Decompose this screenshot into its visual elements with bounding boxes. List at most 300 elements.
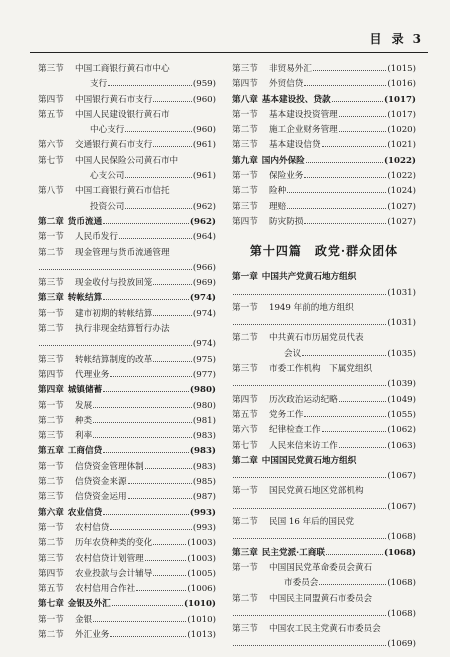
- entry-title: 信贷资金管理体制: [75, 461, 144, 472]
- toc-entry: [232, 484, 416, 499]
- leader-dots: [93, 614, 186, 622]
- toc-entry: [38, 475, 216, 490]
- page-number: 3: [412, 32, 424, 46]
- section-number: 第六节: [38, 140, 64, 151]
- section-number: 第二节: [38, 477, 64, 488]
- section-number: 第三节: [38, 553, 64, 564]
- page-ref: (993): [192, 522, 216, 533]
- entry-title: 中国国民党革命委员会黄石: [269, 562, 373, 573]
- toc-entry: [38, 169, 216, 184]
- section-number: 第二节: [232, 593, 258, 604]
- toc-entry: [232, 561, 416, 576]
- section-number: 第七节: [232, 440, 258, 451]
- leader-dots: [93, 415, 192, 423]
- page-ref: (974): [189, 293, 216, 304]
- page-ref: (1022): [387, 171, 416, 182]
- entry-title: 历次政治运动纪略: [269, 394, 338, 405]
- page-ref: (1062): [387, 425, 416, 436]
- entry-title: 民主党派·工商联: [261, 547, 325, 558]
- toc-entry: [38, 582, 216, 597]
- leader-dots: [103, 292, 189, 300]
- leader-dots: [233, 317, 386, 325]
- page-ref: (1017): [383, 94, 416, 105]
- leader-dots: [233, 638, 386, 646]
- page-ref: (983): [192, 461, 216, 472]
- toc-entry: [38, 613, 216, 628]
- section-number: 第二章: [232, 455, 258, 466]
- section-number: 第七章: [38, 599, 64, 610]
- toc-left-column: [38, 62, 216, 643]
- page-ref: (1024): [387, 186, 416, 197]
- toc-entry: [38, 414, 216, 429]
- header-label: 目 录: [369, 32, 407, 46]
- section-number: 第二节: [232, 333, 258, 344]
- entry-title: 中共黄石市历届党员代表: [269, 333, 364, 344]
- entry-title: 中国农工民主党黄石市委员会: [269, 624, 381, 635]
- toc-entry: [38, 552, 216, 567]
- toc-entry: [38, 307, 216, 322]
- leader-dots: [319, 577, 386, 585]
- section-number: 第三章: [232, 547, 258, 558]
- leader-dots: [339, 109, 387, 117]
- entry-title: 险种: [269, 186, 287, 197]
- section-number: 第二节: [38, 538, 64, 549]
- entry-title: 农业信贷: [67, 507, 103, 518]
- leader-dots: [304, 170, 386, 178]
- page-ref: (985): [192, 477, 216, 488]
- toc-chapter-entry: [232, 154, 416, 169]
- entry-title: 国内外保险: [261, 155, 305, 166]
- leader-dots: [322, 424, 387, 432]
- section-number: 第三节: [232, 364, 258, 375]
- toc-entry: [38, 399, 216, 414]
- page-ref: (961): [192, 171, 216, 182]
- leader-dots: [313, 63, 386, 71]
- page-ref: (1010): [187, 614, 216, 625]
- toc-entry: [38, 200, 216, 215]
- entry-title: 农业投款与会计辅导: [75, 568, 153, 579]
- section-number: 第一节: [38, 232, 64, 243]
- page-ref: (1067): [387, 501, 416, 512]
- page-ref: (993): [189, 507, 216, 518]
- leader-dots: [326, 547, 383, 555]
- toc-right-column: [232, 62, 416, 653]
- page-ref: (962): [189, 216, 216, 227]
- entry-title: 党务工作: [269, 409, 304, 420]
- toc-entry: [232, 169, 416, 184]
- section-number: 第三节: [232, 624, 258, 635]
- leader-dots: [39, 338, 192, 346]
- entry-title: 中国民主同盟黄石市委员会: [269, 593, 373, 604]
- entry-title: 外汇业务: [75, 629, 110, 640]
- toc-entry: [232, 301, 416, 316]
- section-number: 第四节: [232, 216, 258, 227]
- leader-dots: [153, 277, 192, 285]
- toc-entry: [232, 108, 416, 123]
- section-number: 第七节: [38, 155, 64, 166]
- toc-entry: [38, 184, 216, 199]
- entry-title: 人民来信来访工作: [269, 440, 338, 451]
- toc-chapter-entry: [38, 215, 216, 230]
- toc-entry: [38, 429, 216, 444]
- page-ref: (1035): [387, 348, 416, 359]
- leader-dots: [103, 216, 189, 224]
- toc-entry: [232, 123, 416, 138]
- toc-chapter-entry: [38, 597, 216, 612]
- entry-title: 中国工商银行黄石市中心: [75, 64, 170, 74]
- leader-dots: [233, 608, 386, 616]
- leader-dots: [119, 231, 192, 239]
- section-number: 第四节: [38, 568, 64, 579]
- toc-entry: [38, 62, 216, 77]
- entry-title: 市委工作机构 下属党组织: [269, 364, 373, 375]
- toc-entry: [232, 393, 416, 408]
- page-ref: (964): [192, 232, 216, 243]
- entry-title: 防灾防损: [269, 216, 304, 227]
- page-ref: (1068): [387, 532, 416, 543]
- page-ref: (1068): [383, 547, 416, 558]
- entry-title: 交通银行黄石市支行: [75, 140, 153, 151]
- page-ref: (1003): [187, 553, 216, 564]
- page-ref: (980): [192, 400, 216, 411]
- toc-entry: [38, 490, 216, 505]
- page-ref: (969): [192, 278, 216, 289]
- page-ref: (1021): [387, 140, 416, 151]
- leader-dots: [125, 201, 192, 209]
- page-ref: (1063): [387, 440, 416, 451]
- leader-dots: [145, 461, 192, 469]
- entry-title: 信贷资金来源: [75, 477, 127, 488]
- entry-title: 中国工商银行黄石市信托: [75, 186, 170, 197]
- section-number: 第二节: [38, 247, 64, 258]
- entry-title: 利率: [75, 431, 93, 442]
- section-number: 第九章: [232, 155, 258, 166]
- entry-title: 中国人民保险公司黄石市中: [75, 155, 179, 166]
- toc-entry: [232, 347, 416, 362]
- page-ref: (1016): [387, 79, 416, 90]
- section-number: 第四节: [38, 94, 64, 105]
- section-number: 第一节: [38, 522, 64, 533]
- page-ref: (961): [192, 140, 216, 151]
- section-number: 第二节: [38, 415, 64, 426]
- page-header: [369, 30, 424, 47]
- entry-title: 基本建设投、贷款: [261, 94, 331, 105]
- entry-title: 城镇储蓄: [67, 385, 103, 396]
- page-ref: (1005): [187, 568, 216, 579]
- section-number: 第二章: [38, 216, 64, 227]
- page-ref: (1039): [387, 379, 416, 390]
- section-number: 第二节: [38, 324, 64, 335]
- page-ref: (959): [192, 79, 216, 90]
- section-number: 第三节: [232, 64, 258, 74]
- toc-chapter-entry: [232, 454, 416, 469]
- entry-title: 中心支行: [90, 125, 125, 136]
- leader-dots: [108, 78, 192, 86]
- toc-entry: [38, 322, 216, 337]
- section-number: 第一节: [232, 302, 258, 313]
- section-number: 第一节: [38, 614, 64, 625]
- page-ref: (975): [192, 354, 216, 365]
- section-number: 第二节: [232, 125, 258, 136]
- entry-title: 非贸易外汇: [269, 64, 312, 74]
- section-number: 第八章: [232, 94, 258, 105]
- entry-title: 信贷资金运用: [75, 492, 127, 503]
- leader-dots: [287, 201, 386, 209]
- entry-title: 基本建设信贷: [269, 140, 321, 151]
- entry-title: 外贸信贷: [269, 79, 304, 90]
- page-ref: (980): [189, 385, 216, 396]
- entry-title: 投资公司: [90, 201, 125, 212]
- section-number: 第六章: [38, 507, 64, 518]
- toc-entry: [232, 408, 416, 423]
- toc-chapter-entry: [232, 93, 416, 108]
- leader-dots: [233, 378, 386, 386]
- entry-title: 人民币发行: [75, 232, 118, 243]
- toc-entry: [38, 246, 216, 261]
- leader-dots: [128, 491, 192, 499]
- section-number: 第五节: [232, 409, 258, 420]
- toc-entry: [232, 469, 416, 484]
- toc-entry: [232, 200, 416, 215]
- leader-dots: [110, 522, 192, 530]
- page-ref: (960): [192, 125, 216, 136]
- page-ref: (1067): [387, 471, 416, 482]
- leader-dots: [103, 445, 189, 453]
- toc-entry: [38, 628, 216, 643]
- leader-dots: [153, 139, 192, 147]
- page-ref: (1055): [387, 409, 416, 420]
- section-number: 第四章: [38, 385, 64, 396]
- leader-dots: [339, 124, 387, 132]
- leader-dots: [153, 354, 192, 362]
- page-ref: (987): [192, 492, 216, 503]
- leader-dots: [304, 78, 386, 86]
- leader-dots: [233, 470, 386, 478]
- section-number: 第三节: [232, 140, 258, 151]
- part-heading: 第十四篇 政党·群众团体: [249, 244, 399, 259]
- toc-entry: [38, 93, 216, 108]
- entry-title: 施工企业财务管理: [269, 125, 338, 136]
- toc-entry: [232, 607, 416, 622]
- leader-dots: [287, 185, 386, 193]
- entry-title: 市委员会: [284, 578, 319, 589]
- entry-title: 理赔: [269, 201, 287, 212]
- toc-entry: [232, 530, 416, 545]
- page-ref: (1017): [387, 109, 416, 120]
- page-ref: (1027): [387, 216, 416, 227]
- leader-dots: [110, 369, 192, 377]
- leader-dots: [306, 155, 383, 163]
- entry-title: 金银及外汇: [67, 599, 111, 610]
- section-number: 第一节: [232, 486, 258, 497]
- page-ref: (1003): [187, 538, 216, 549]
- section-number: 第五章: [38, 446, 64, 457]
- section-number: 第二节: [232, 186, 258, 197]
- entry-title: 工商信贷: [67, 446, 103, 457]
- toc-chapter-entry: [38, 506, 216, 521]
- toc-entry: [38, 230, 216, 245]
- entry-title: 民国 16 年后的国民党: [269, 517, 355, 528]
- toc-entry: [232, 377, 416, 392]
- page-ref: (1027): [387, 201, 416, 212]
- toc-entry: [232, 637, 416, 652]
- leader-dots: [302, 348, 386, 356]
- page-ref: (962): [192, 201, 216, 212]
- entry-title: 农村信贷计划管理: [75, 553, 144, 564]
- entry-title: 中国人民建设银行黄石市: [75, 109, 170, 120]
- toc-entry: [232, 286, 416, 301]
- entry-title: 国民党黄石地区党部机构: [269, 486, 364, 497]
- entry-title: 代理业务: [75, 369, 110, 380]
- toc-entry: [232, 439, 416, 454]
- leader-dots: [233, 501, 386, 509]
- leader-dots: [304, 216, 386, 224]
- entry-title: 发展: [75, 400, 93, 411]
- section-number: 第三节: [38, 64, 64, 74]
- entry-title: 中国国民党黄石地方组织: [261, 455, 357, 466]
- toc-entry: [232, 622, 416, 637]
- page-ref: (1069): [387, 639, 416, 650]
- page-ref: (1068): [387, 578, 416, 589]
- entry-title: 基本建设投资管理: [269, 109, 338, 120]
- toc-entry: [38, 123, 216, 138]
- section-number: 第三节: [38, 354, 64, 365]
- entry-title: 转帐结算: [67, 293, 103, 304]
- section-number: 第三节: [232, 201, 258, 212]
- page-ref: (983): [189, 446, 216, 457]
- toc-entry: [232, 576, 416, 591]
- entry-title: 农村信用合作社: [75, 584, 136, 595]
- toc-chapter-entry: [232, 270, 416, 285]
- toc-entry: [232, 331, 416, 346]
- entry-title: 中国银行黄石市支行: [75, 94, 153, 105]
- toc-entry: [232, 592, 416, 607]
- toc-entry: [232, 62, 416, 77]
- page-ref: (1015): [387, 64, 416, 74]
- page-ref: (1020): [387, 125, 416, 136]
- page-ref: (983): [192, 431, 216, 442]
- toc-entry: [232, 515, 416, 530]
- toc-entry: [38, 368, 216, 383]
- entry-title: 现金收付与投放回笼: [75, 278, 153, 289]
- toc-entry: [38, 521, 216, 536]
- page-ref: (1068): [387, 608, 416, 619]
- leader-dots: [339, 440, 387, 448]
- entry-title: 现金管理与货币流通管理: [75, 247, 170, 258]
- page-ref: (1031): [387, 318, 416, 329]
- leader-dots: [125, 170, 192, 178]
- toc-entry: [232, 423, 416, 438]
- entry-title: 转帐结算制度的改革: [75, 354, 153, 365]
- page-ref: (977): [192, 369, 216, 380]
- section-number: 第三节: [38, 492, 64, 503]
- toc-chapter-entry: [38, 291, 216, 306]
- toc-entry: [38, 353, 216, 368]
- leader-dots: [153, 537, 186, 545]
- leader-dots: [136, 583, 186, 591]
- toc-entry: [232, 362, 416, 377]
- page-ref: (1010): [183, 599, 216, 610]
- leader-dots: [110, 629, 186, 637]
- leader-dots: [332, 94, 383, 102]
- toc-chapter-entry: [38, 383, 216, 398]
- section-number: 第一节: [232, 171, 258, 182]
- toc-entry: [38, 567, 216, 582]
- toc-entry: [38, 261, 216, 276]
- section-number: 第一节: [38, 308, 64, 319]
- entry-title: 历年农贷种类的变化: [75, 538, 153, 549]
- section-number: 第三节: [38, 278, 64, 289]
- leader-dots: [93, 400, 192, 408]
- page-ref: (981): [192, 415, 216, 426]
- section-number: 第一节: [38, 400, 64, 411]
- leader-dots: [39, 262, 192, 270]
- toc-entry: [38, 337, 216, 352]
- section-number: 第一节: [38, 461, 64, 472]
- page-ref: (1013): [187, 629, 216, 640]
- leader-dots: [153, 94, 192, 102]
- section-number: 第六节: [232, 425, 258, 436]
- toc-entry: [232, 138, 416, 153]
- section-number: 第四节: [38, 369, 64, 380]
- leader-dots: [125, 124, 192, 132]
- page-ref: (974): [192, 308, 216, 319]
- entry-title: 农村信贷: [75, 522, 110, 533]
- section-number: 第一章: [232, 272, 258, 283]
- entry-title: 纪律检查工作: [269, 425, 321, 436]
- toc-entry: [38, 138, 216, 153]
- page-ref: (1022): [383, 155, 416, 166]
- toc-entry: [232, 77, 416, 92]
- toc-entry: [38, 108, 216, 123]
- section-number: 第四节: [232, 394, 258, 405]
- section-number: 第三节: [38, 431, 64, 442]
- leader-dots: [112, 598, 183, 606]
- toc-entry: [38, 536, 216, 551]
- page-ref: (960): [192, 94, 216, 105]
- page-ref: (974): [192, 339, 216, 350]
- leader-dots: [103, 507, 189, 515]
- entry-title: 执行非现金结算暂行办法: [75, 324, 170, 335]
- toc-entry: [38, 276, 216, 291]
- leader-dots: [153, 568, 186, 576]
- entry-title: 种类: [75, 415, 93, 426]
- section-number: 第一节: [232, 562, 258, 573]
- toc-entry: [38, 77, 216, 92]
- toc-chapter-entry: [232, 546, 416, 561]
- leader-dots: [233, 287, 386, 295]
- toc-entry: [38, 460, 216, 475]
- section-number: 第一节: [232, 109, 258, 120]
- toc-entry: [232, 500, 416, 515]
- entry-title: 建市初期的转帐结算: [75, 308, 153, 319]
- leader-dots: [233, 531, 386, 539]
- leader-dots: [322, 139, 387, 147]
- page-ref: (966): [192, 262, 216, 273]
- toc-entry: [232, 316, 416, 331]
- toc-entry: [232, 215, 416, 230]
- entry-title: 1949 年前的地方组织: [269, 302, 354, 313]
- leader-dots: [128, 476, 192, 484]
- leader-dots: [145, 553, 187, 561]
- section-number: 第五节: [38, 109, 64, 120]
- section-number: 第二节: [38, 629, 64, 640]
- page-ref: (1006): [187, 584, 216, 595]
- entry-title: 会议: [284, 348, 302, 359]
- entry-title: 心支公司: [90, 171, 125, 182]
- entry-title: 支行: [90, 79, 108, 90]
- leader-dots: [304, 409, 386, 417]
